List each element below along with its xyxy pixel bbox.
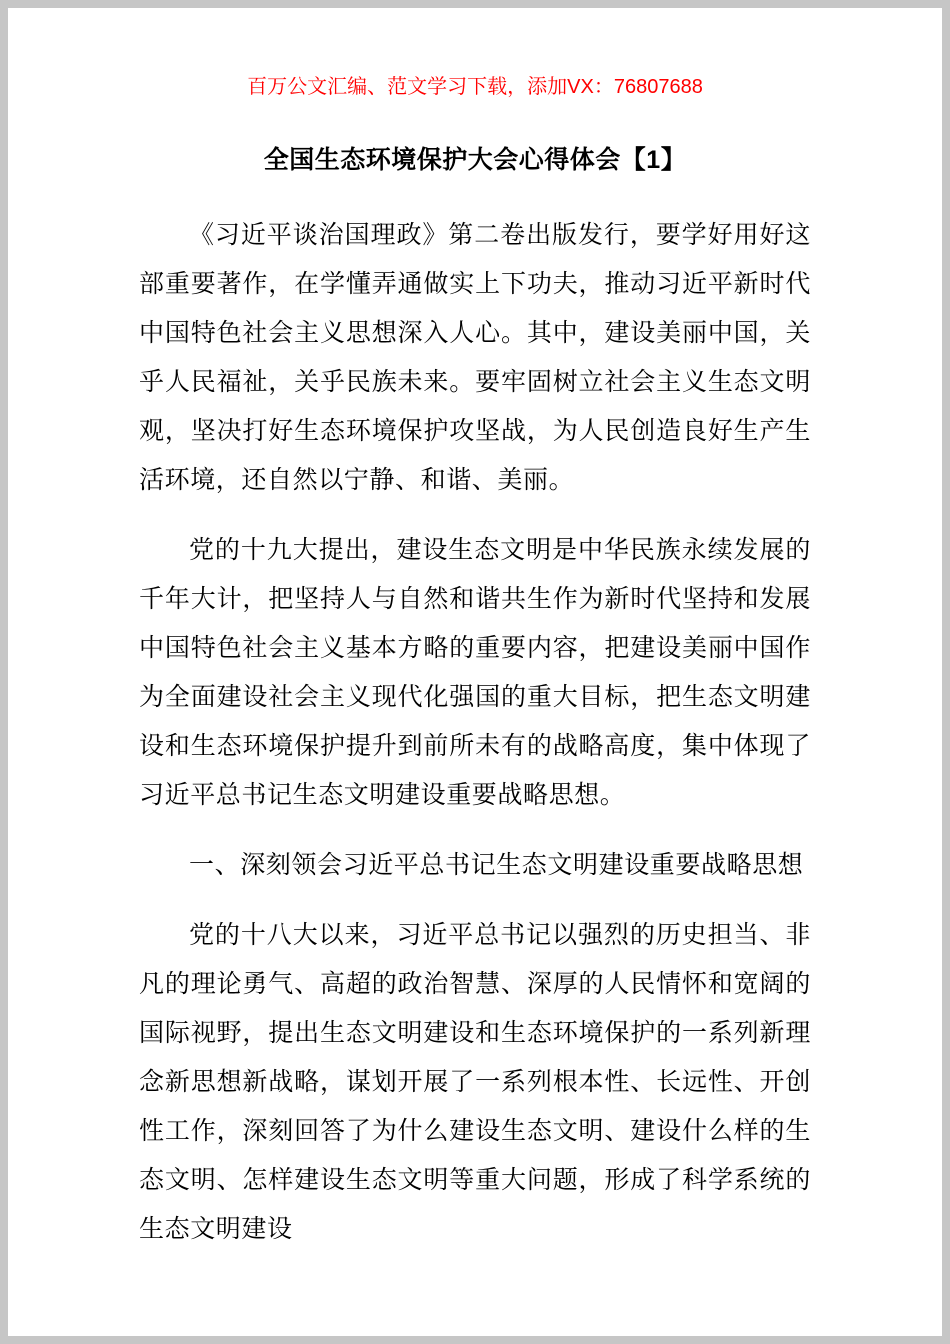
document-page — [8, 8, 942, 1336]
paragraph-1: 《习近平谈治国理政》第二卷出版发行，要学好用好这部重要著作，在学懂弄通做实上下功夫，推动习近平新时代中国特色社会主义思想深入人心。其中，建设美丽中国，关乎人民福祉，关乎民族未来。要牢固树立社会主义生态文明观，坚决打好生态环境保护攻坚战，为人民创造良好生产生活环境，还自然以宁静、和谐、美丽。 — [139, 221, 811, 494]
watermark-text: 百万公文汇编、范文学习下载，添加VX：76807688 — [247, 76, 703, 98]
paragraph-3: 党的十八大以来，习近平总书记以强烈的历史担当、非凡的理论勇气、高超的政治智慧、深厚的人民情怀和宽阔的国际视野，提出生态文明建设和生态环境保护的一系列新理念新思想新战略，谋划开展了一系列根本性、长远性、开创性工作，深刻回答了为什么建设生态文明、建设什么样的生态文明、怎样建设生态文明等重大问题，形成了科学系统的生态文明建设 — [139, 921, 811, 1243]
paragraph-2: 党的十九大提出，建设生态文明是中华民族永续发展的千年大计，把坚持人与自然和谐共生作为新时代坚持和发展中国特色社会主义基本方略的重要内容，把建设美丽中国作为全面建设社会主义现代化强国的重大目标，把生态文明建设和生态环境保护提升到前所未有的战略高度，集中体现了习近平总书记生态文明建设重要战略思想。 — [139, 536, 811, 809]
section-heading: 一、深刻领会习近平总书记生态文明建设重要战略思想 — [189, 851, 804, 879]
document-title: 全国生态环境保护大会心得体会【1】 — [263, 146, 687, 174]
